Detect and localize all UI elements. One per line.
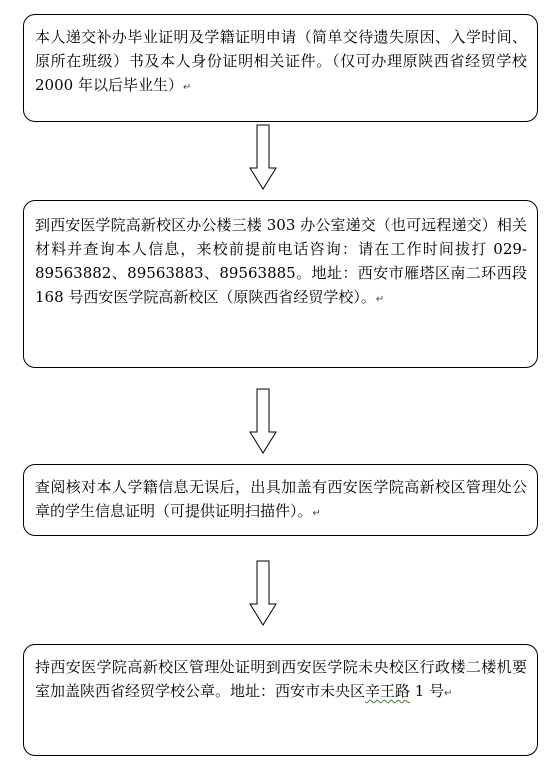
step-1-text	[35, 25, 527, 100]
down-arrow-icon	[249, 560, 277, 626]
step-3-box	[23, 464, 538, 536]
step-4-content-end: 1 号	[410, 682, 445, 700]
down-arrow-icon	[249, 388, 277, 454]
step-4-text	[35, 655, 527, 706]
step-3-content: 查阅核对本人学籍信息无误后，出具加盖有西安医学院高新校区管理处公章的学生信息证明（可提供证明扫描件）。	[35, 478, 527, 520]
step-4-content: 持西安医学院高新校区管理处证明到西安医学院未央校区行政楼二楼机要室加盖陕西省经贸学校公章。地址：西安市未央区	[35, 658, 527, 700]
down-arrow-icon	[249, 124, 277, 190]
step-1-content: 本人递交补办毕业证明及学籍证明申请（简单交待遗失原因、入学时间、原所在班级）书及本人身份证明相关证件。（仅可办理原陕西省经贸学校 2000 年以后毕业生）	[35, 28, 527, 94]
step-3-text	[35, 475, 527, 526]
step-1-box	[23, 14, 538, 122]
paragraph-mark-icon: ↵	[444, 688, 453, 699]
step-2-text	[35, 213, 527, 312]
paragraph-mark-icon: ↵	[312, 508, 321, 519]
spellcheck-flagged-word: 辛王路	[365, 682, 411, 700]
step-2-box	[23, 200, 538, 368]
paragraph-mark-icon: ↵	[182, 82, 192, 93]
paragraph-mark-icon: ↵	[375, 294, 385, 305]
step-4-box	[23, 644, 538, 756]
step-2-content: 到西安医学院高新校区办公楼三楼 303 办公室递交（也可远程递交）相关材料并查询本人信息，来校前提前电话咨询：请在工作时间拔打 029-89563882、89563883、89563885。地址：西安市雁塔区南二环西段 168 号西安医学院高新校区（原陕西省经贸学校）。	[35, 216, 527, 306]
